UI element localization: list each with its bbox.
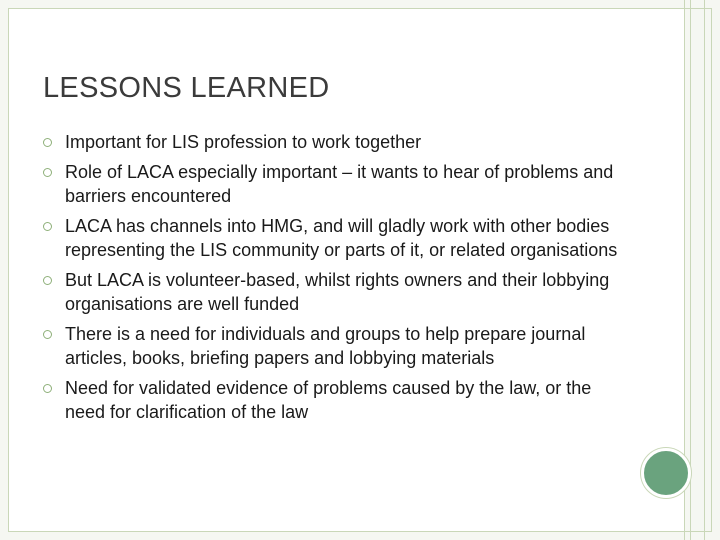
bullet-item (43, 322, 633, 371)
bullet-list (43, 130, 633, 430)
bullet-item (43, 268, 633, 317)
decorative-circle (641, 448, 691, 498)
bullet-circle-icon (43, 168, 52, 177)
bullet-circle-icon (43, 222, 52, 231)
bullet-circle-icon (43, 330, 52, 339)
slide-title: LESSONS LEARNED (43, 72, 330, 104)
bullet-circle-icon (43, 138, 52, 147)
bullet-item (43, 160, 633, 209)
bullet-circle-icon (43, 276, 52, 285)
bullet-text: There is a need for individuals and groups to help prepare journal articles, books, briefing papers and lobbying materials (65, 323, 586, 368)
bullet-circle-icon (43, 384, 52, 393)
bullet-text: But LACA is volunteer-based, whilst rights owners and their lobbying organisations are well funded (65, 269, 610, 314)
bullet-item (43, 376, 633, 425)
bullet-text: Role of LACA especially important – it wants to hear of problems and barriers encountered (65, 161, 614, 206)
bullet-text: Need for validated evidence of problems caused by the law, or the need for clarification of the law (65, 377, 592, 422)
bullet-item (43, 214, 633, 263)
bullet-text: Important for LIS profession to work together (65, 132, 422, 152)
bullet-item (43, 130, 633, 155)
bullet-text: LACA has channels into HMG, and will gladly work with other bodies representing the LIS community or parts of it, or related organisations (65, 215, 618, 260)
